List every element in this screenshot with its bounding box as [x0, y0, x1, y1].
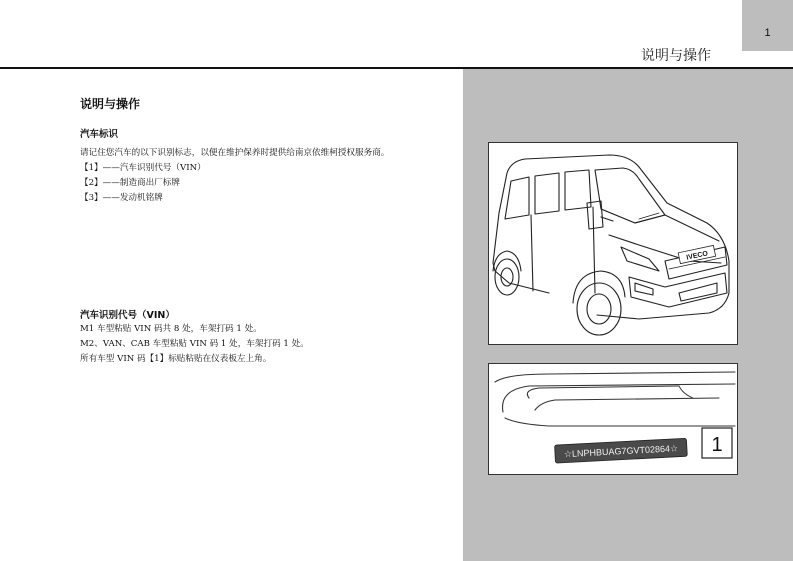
list-item: 【2】——制造商出厂标牌 — [80, 178, 180, 188]
svg-text:IVECO: IVECO — [685, 250, 709, 262]
vehicle-id-intro: 请记住您汽车的以下识别标志，以便在维护保养时提供给南京依维柯授权服务商。 — [80, 148, 390, 158]
vin-line: M1 车型粘贴 VIN 码共 8 处，车架打码 1 处。 — [80, 324, 262, 334]
page-tab — [742, 0, 793, 51]
vin-line: 所有车型 VIN 码【1】标贴粘贴在仪表板左上角。 — [80, 354, 272, 364]
vehicle-id-heading: 汽车标识 — [80, 129, 119, 140]
list-item: 【1】——汽车识别代号（VIN） — [80, 163, 206, 173]
vin-label-figure — [488, 363, 738, 475]
van-illustration — [488, 142, 738, 345]
list-item: 【3】——发动机铭牌 — [80, 193, 163, 203]
vin-heading: 汽车识别代号（VIN） — [80, 310, 175, 321]
brand-badge — [678, 245, 716, 263]
section-title: 说明与操作 — [80, 97, 141, 111]
page-number: 1 — [764, 27, 771, 39]
header-title: 说明与操作 — [641, 48, 711, 64]
vin-line: M2、VAN、CAB 车型粘贴 VIN 码 1 处，车架打码 1 处。 — [80, 339, 309, 349]
vin-label-text: ☆LNPHBUAG7GVT02864☆ — [563, 443, 679, 460]
callout-number: 1 — [711, 434, 723, 456]
